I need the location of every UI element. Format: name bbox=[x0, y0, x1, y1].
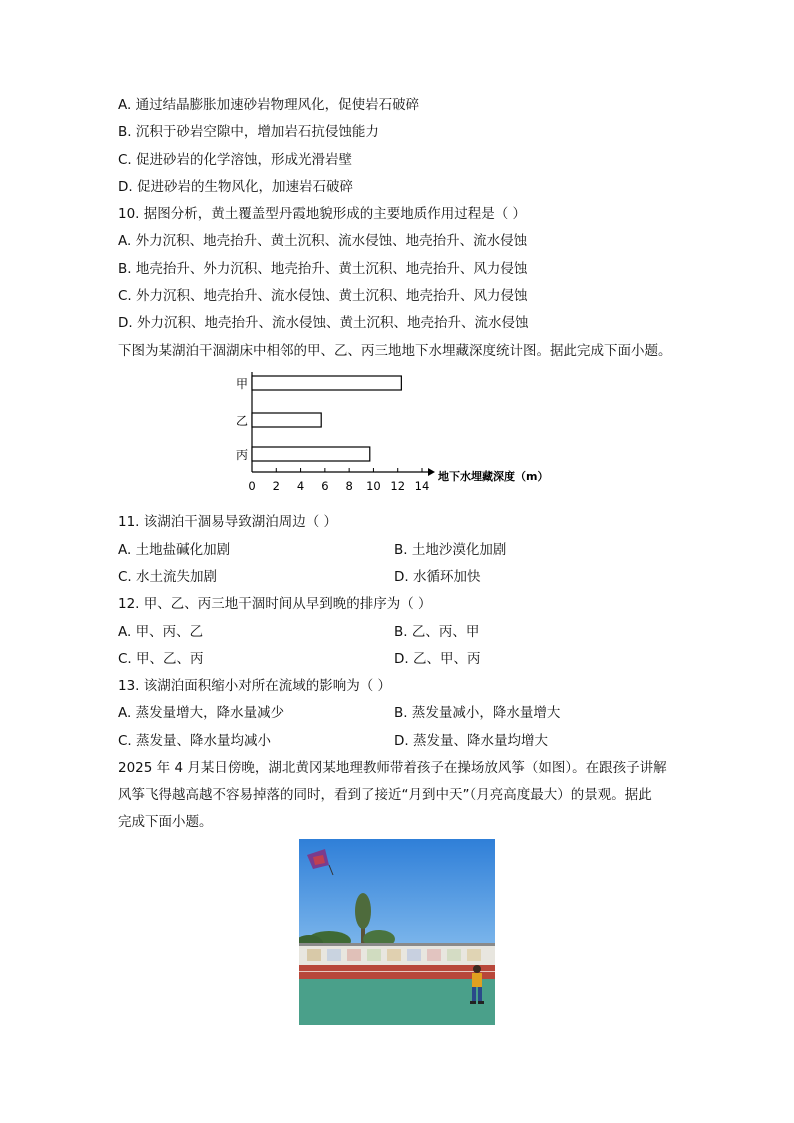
q9-option-c: C. 促进砂岩的化学溶蚀，形成光滑岩壁 bbox=[118, 152, 353, 168]
tree-crown bbox=[355, 893, 371, 929]
q11-option-c: C. 水土流失加剧 bbox=[118, 569, 218, 585]
x-tick-label: 12 bbox=[390, 479, 406, 493]
x-tick-label: 0 bbox=[248, 479, 256, 493]
q13-option-d: D. 蒸发量、降水量均增大 bbox=[394, 733, 548, 749]
kite-intro-line-1: 2025 年 4 月某日傍晚，湖北黄冈某地理教师带着孩子在操场放风筝（如图）。在跟孩子讲解 bbox=[118, 760, 667, 776]
q9-option-d: D. 促进砂岩的生物风化，加速岩石破碎 bbox=[118, 179, 353, 195]
x-tick-label: 4 bbox=[296, 479, 305, 493]
bar-1 bbox=[252, 376, 401, 390]
q10-option-a: A. 外力沉积、地壳抬升、黄土沉积、流水侵蚀、地壳抬升、流水侵蚀 bbox=[118, 233, 528, 249]
groundwater-depth-chart bbox=[228, 368, 568, 496]
kite-flying-photo bbox=[299, 839, 495, 1025]
x-axis-arrow-icon bbox=[428, 468, 435, 476]
q11-option-a: A. 土地盐碱化加剧 bbox=[118, 542, 231, 558]
q10-option-c: C. 外力沉积、地壳抬升、流水侵蚀、黄土沉积、地壳抬升、风力侵蚀 bbox=[118, 288, 528, 304]
x-tick-label: 6 bbox=[321, 479, 329, 493]
bar-3 bbox=[252, 447, 370, 461]
playground-field bbox=[299, 979, 495, 1025]
x-tick-label: 8 bbox=[345, 479, 353, 493]
q12-option-c: C. 甲、乙、丙 bbox=[118, 651, 204, 667]
category-label: 丙 bbox=[236, 448, 249, 462]
x-tick-label: 2 bbox=[272, 479, 280, 493]
kite-intro-line-2: 风筝飞得越高越不容易掉落的同时，看到了接近“月到中天”（月亮高度最大）的景观。据此 bbox=[118, 787, 652, 803]
q10-option-b: B. 地壳抬升、外力沉积、地壳抬升、黄土沉积、地壳抬升、风力侵蚀 bbox=[118, 261, 528, 277]
q12-option-d: D. 乙、甲、丙 bbox=[394, 651, 481, 667]
q13-stem: 13. 该湖泊面积缩小对所在流域的影响为（ ） bbox=[118, 678, 392, 694]
q10-stem: 10. 据图分析，黄土覆盖型丹霞地貌形成的主要地质作用过程是（ ） bbox=[118, 206, 527, 222]
chart-intro: 下图为某湖泊干涸湖床中相邻的甲、乙、丙三地地下水埋藏深度统计图。据此完成下面小题。 bbox=[118, 343, 672, 359]
x-axis-title: 地下水埋藏深度（m） bbox=[438, 470, 549, 483]
q11-option-b: B. 土地沙漠化加剧 bbox=[394, 542, 507, 558]
q13-option-c: C. 蒸发量、降水量均减小 bbox=[118, 733, 272, 749]
q11-option-d: D. 水循环加快 bbox=[394, 569, 481, 585]
category-label: 甲 bbox=[236, 377, 249, 391]
x-tick-label: 10 bbox=[366, 479, 381, 493]
q9-option-b: B. 沉积于砂岩空隙中，增加岩石抗侵蚀能力 bbox=[118, 124, 379, 140]
x-tick-label: 14 bbox=[414, 479, 430, 493]
q12-option-b: B. 乙、丙、甲 bbox=[394, 624, 480, 640]
q12-option-a: A. 甲、丙、乙 bbox=[118, 624, 204, 640]
kite-intro-line-3: 完成下面小题。 bbox=[118, 814, 213, 830]
q10-option-d: D. 外力沉积、地壳抬升、流水侵蚀、黄土沉积、地壳抬升、流水侵蚀 bbox=[118, 315, 529, 331]
q11-stem: 11. 该湖泊干涸易导致湖泊周边（ ） bbox=[118, 514, 338, 530]
q9-option-a: A. 通过结晶膨胀加速砂岩物理风化，促使岩石破碎 bbox=[118, 97, 420, 113]
q13-option-a: A. 蒸发量增大，降水量减少 bbox=[118, 705, 285, 721]
q12-stem: 12. 甲、乙、丙三地干涸时间从早到晚的排序为（ ） bbox=[118, 596, 432, 612]
category-label: 乙 bbox=[236, 414, 249, 428]
q13-option-b: B. 蒸发量减小，降水量增大 bbox=[394, 705, 561, 721]
bar-2 bbox=[252, 413, 321, 427]
